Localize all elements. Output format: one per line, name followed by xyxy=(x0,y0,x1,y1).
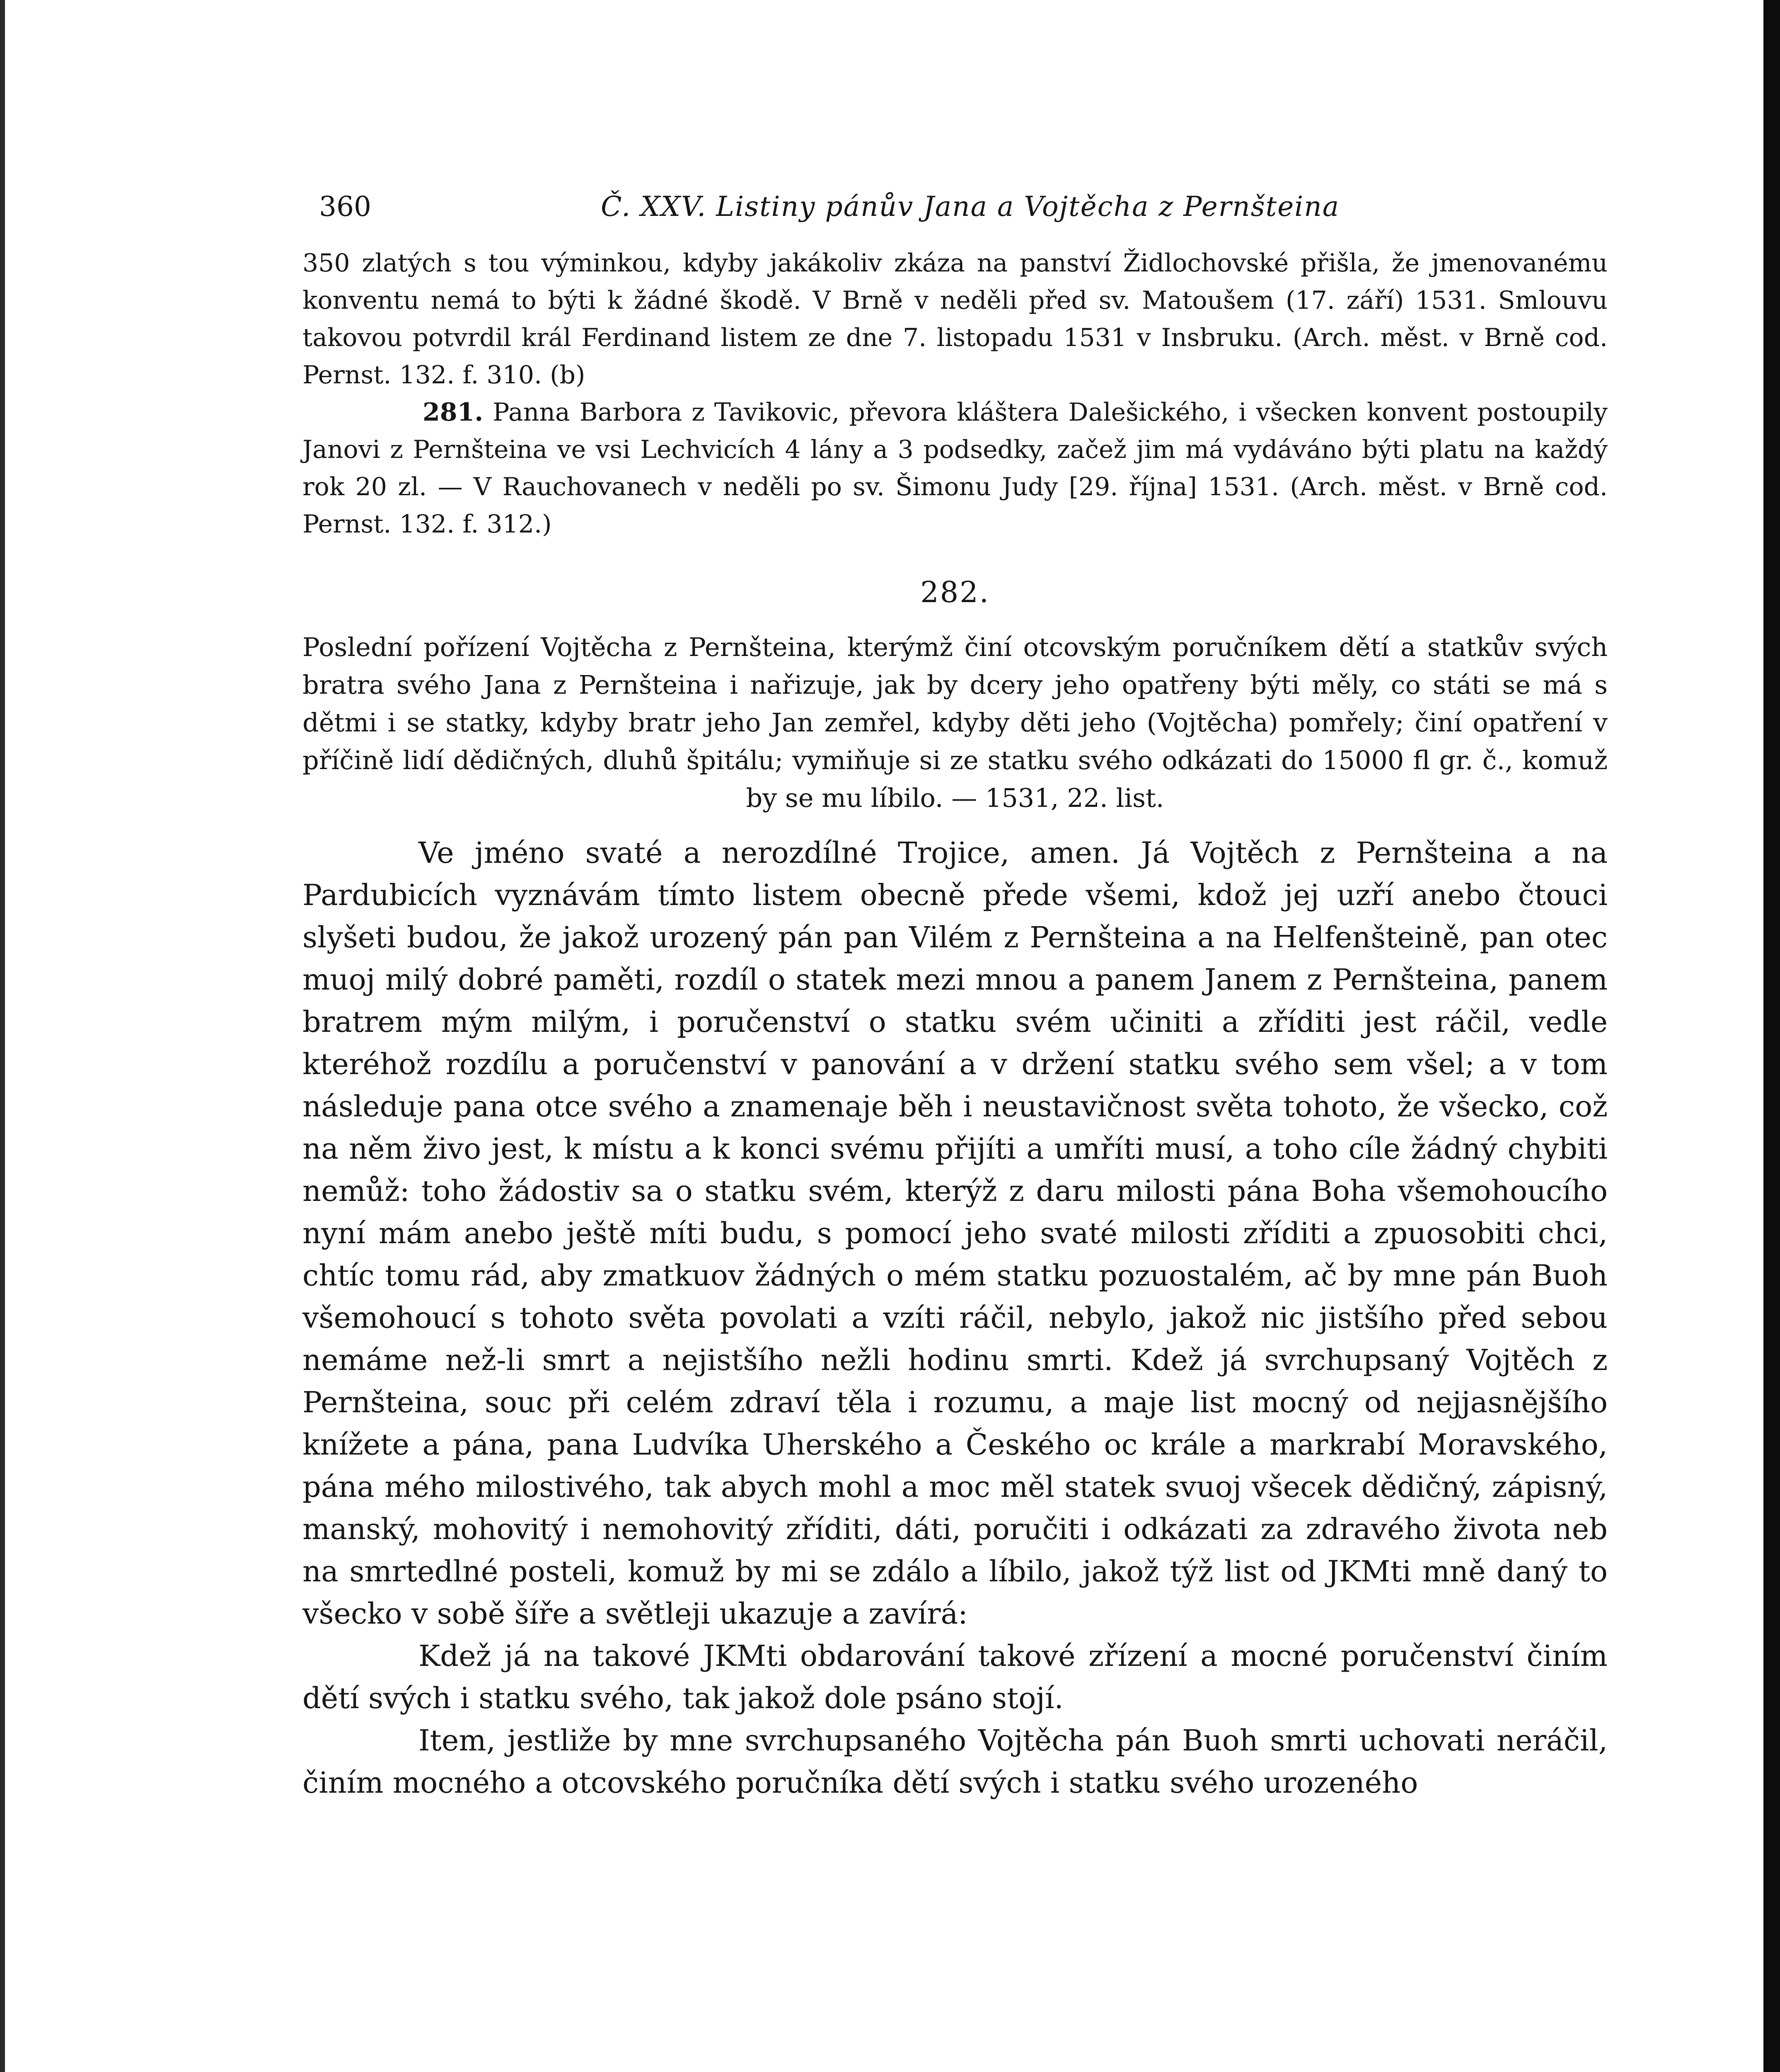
scan-left-edge xyxy=(0,0,5,2072)
entry-281-number: 281. xyxy=(423,398,484,427)
document-paragraph-1: Ve jméno svaté a nerozdílné Trojice, amen. Já Vojtěch z Pernšteina a na Pardubicích vyznávám tímto listem obecně přede všemi, kdož jej uzří anebo čtouci slyšeti budou, že jakož urozený pán pan Vilém z Pernšteina a na Helfenšteině, pan otec muoj milý dobré paměti, rozdíl o statek mezi mnou a panem Janem z Pernšteina, panem bratrem mým milým, i poručenství o statku svém učiniti a zříditi jest ráčil, vedle kteréhož rozdílu a poručenství v panování a v držení statku svého sem všel; a v tom následuje pana otce svého a znamenaje běh i neustavičnost světa tohoto, že všecko, což na něm živo jest, k místu a k konci svému přijíti a umříti musí, a toho cíle žádný chybiti nemůž: toho žádostiv sa o statku svém, kterýž z daru milosti pána Boha všemohoucího nyní mám anebo ještě míti budu, s pomocí jeho svaté milosti zříditi a zpuosobiti chci, chtíc tomu rád, aby zmatkuov žádných o mém statku pozuostalém, ač by mne pán Buoh všemohoucí s tohoto světa povolati a vzíti ráčil, nebylo, jakož nic jistšího před sebou nemáme než-li smrt a nejistšího nežli hodinu smrti. Kdež já svrchupsaný Vojtěch z Pernšteina, souc při celém zdraví těla i rozumu, a maje list mocný od nejjasnějšího knížete a pána, pana Ludvíka Uherského a Českého oc krále a markrabí Moravského, pána mého milostivého, tak abych mohl a moc měl statek svuoj všecek dědičný, zápisný, manský, mohovitý i nemohovitý zříditi, dáti, poručiti i odkázati za zdravého života neb na smrtedlné posteli, komuž by mi se zdálo a líbilo, jakož týž list od JKMti mně daný to všecko v sobě šíře a světleji ukazuje a zavírá: xyxy=(302,836,1608,1631)
document-regest xyxy=(302,628,1608,817)
running-header xyxy=(302,182,1608,228)
page-number: 360 xyxy=(319,191,371,223)
document-text xyxy=(302,832,1608,1804)
document-paragraph-2: Kdež já na takové JKMti obdarování takové zřízení a mocné poručenství činím dětí svých i statku svého, tak jakož dole psáno stojí. xyxy=(302,1639,1608,1715)
document-number: 282. xyxy=(920,575,990,609)
running-title: Č. XXV. Listiny pánův Jana a Vojtěcha z Pernšteina xyxy=(601,191,1340,223)
entry-281-text: Panna Barbora z Tavikovic, převora kláštera Dalešického, i všecken konvent postoupily Janovi z Pernšteina ve vsi Lechvicích 4 lány a 3 podsedky, začež jim má vydáváno býti platu na každý rok 20 zl. — V Rauchovanech v neděli po sv. Šimonu Judy [29. října] 1531. (Arch. měst. v Brně cod. Pernst. 132. f. 312.) xyxy=(302,398,1608,539)
regest-paragraph: Poslední pořízení Vojtěcha z Pernšteina, kterýmž činí otcovským poručníkem dětí a statkův svých bratra svého Jana z Pernšteina i nařizuje, jak by dcery jeho opatřeny býti měly, co státi se má s dětmi i se statky, kdyby bratr jeho Jan zemřel, kdyby děti jeho (Vojtěcha) pomřely; činí opatření v příčině lidí dědičných, dluhů špitálu; vymiňuje si ze statku svého odkázati do 15000 fl gr. č., komuž by se mu líbilo. — 1531, 22. list. xyxy=(302,632,1608,813)
book-page xyxy=(302,182,1608,1804)
document-paragraph-3: Item, jestliže by mne svrchupsaného Vojtěcha pán Buoh smrti uchovati neráčil, činím mocného a otcovského poručníka dětí svých i statku svého urozeného xyxy=(302,1723,1608,1800)
entry-281-paragraph xyxy=(302,394,1608,543)
continuation-paragraph: 350 zlatých s tou výminkou, kdyby jakákoliv zkáza na panství Židlochovské přišla, že jmenovanému konventu nemá to býti k žádné škodě. V Brně v neděli před sv. Matoušem (17. září) 1531. Smlouvu takovou potvrdil král Ferdinand listem ze dne 7. listopadu 1531 v Insbruku. (Arch. měst. v Brně cod. Pernst. 132. f. 310. (b) xyxy=(302,249,1608,390)
entry-281 xyxy=(302,394,1608,543)
continuation-block xyxy=(302,244,1608,394)
scan-right-edge xyxy=(1763,0,1780,2072)
